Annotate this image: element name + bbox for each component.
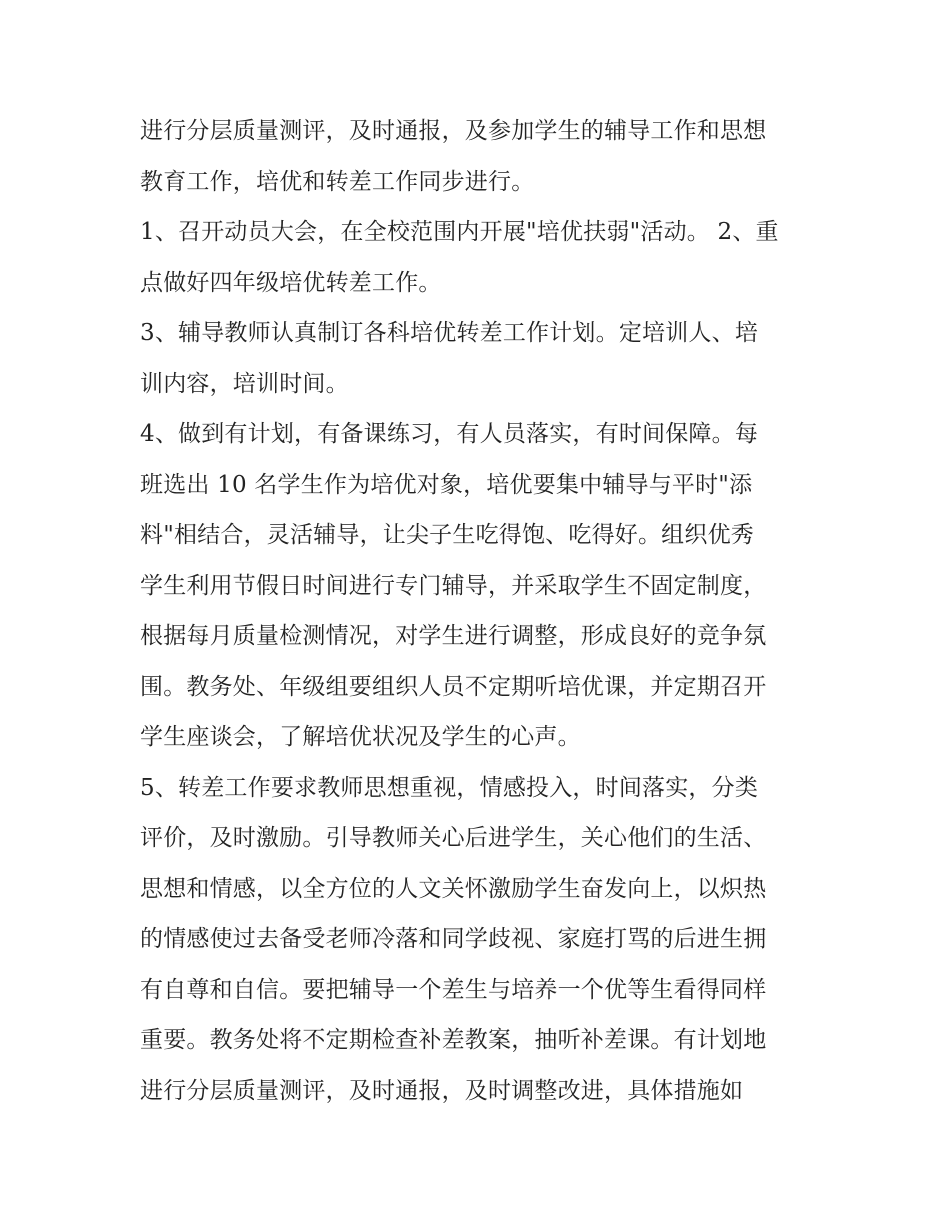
text-line: 学生座谈会，了解培优状况及学生的心声。 bbox=[140, 724, 581, 750]
text-line: 根据每月质量检测情况，对学生进行调整，形成良好的竞争氛 bbox=[140, 623, 767, 649]
text-line: 进行分层质量测评，及时通报，及参加学生的辅导工作和思想 bbox=[140, 118, 767, 144]
text-line: 1、召开动员大会，在全校范围内开展"培优扶弱"活动。 2、重 bbox=[140, 219, 779, 245]
text-line: 围。教务处、年级组要组织人员不定期听培优课，并定期召开 bbox=[140, 673, 767, 700]
text-line: 有自尊和自信。要把辅导一个差生与培养一个优等生看得同样 bbox=[140, 976, 767, 1003]
text-line: 3、辅导教师认真制订各科培优转差工作计划。定培训人、培 bbox=[140, 320, 759, 346]
text-line: 学生利用节假日时间进行专门辅导，并采取学生不固定制度， bbox=[140, 572, 767, 599]
text-line: 思想和情感，以全方位的人文关怀激励学生奋发向上，以炽热 bbox=[140, 875, 767, 902]
text-line: 训内容，培训时间。 bbox=[140, 370, 349, 397]
text-line: 5、转差工作要求教师思想重视，情感投入，时间落实，分类 bbox=[140, 774, 759, 801]
text-line: 的情感使过去备受老师冷落和同学歧视、家庭打骂的后进生拥 bbox=[140, 926, 767, 952]
text-line: 评价，及时激励。引导教师关心后进学生，关心他们的生活、 bbox=[140, 825, 767, 851]
text-line: 点做好四年级培优转差工作。 bbox=[140, 269, 442, 296]
text-line: 4、做到有计划，有备课练习，有人员落实，有时间保障。每 bbox=[140, 421, 759, 447]
text-line: 料"相结合，灵活辅导，让尖子生吃得饱、吃得好。组织优秀 bbox=[140, 522, 754, 548]
text-line: 进行分层质量测评，及时通报，及时调整改进，具体措施如 bbox=[140, 1077, 744, 1104]
text-line: 教育工作，培优和转差工作同步进行。 bbox=[140, 168, 535, 195]
text-line: 重要。教务处将不定期检查补差教案，抽听补差课。有计划地 bbox=[140, 1027, 767, 1053]
text-line: 班选出 10 名学生作为培优对象，培优要集中辅导与平时"添 bbox=[140, 471, 753, 498]
document-body bbox=[140, 106, 812, 1116]
